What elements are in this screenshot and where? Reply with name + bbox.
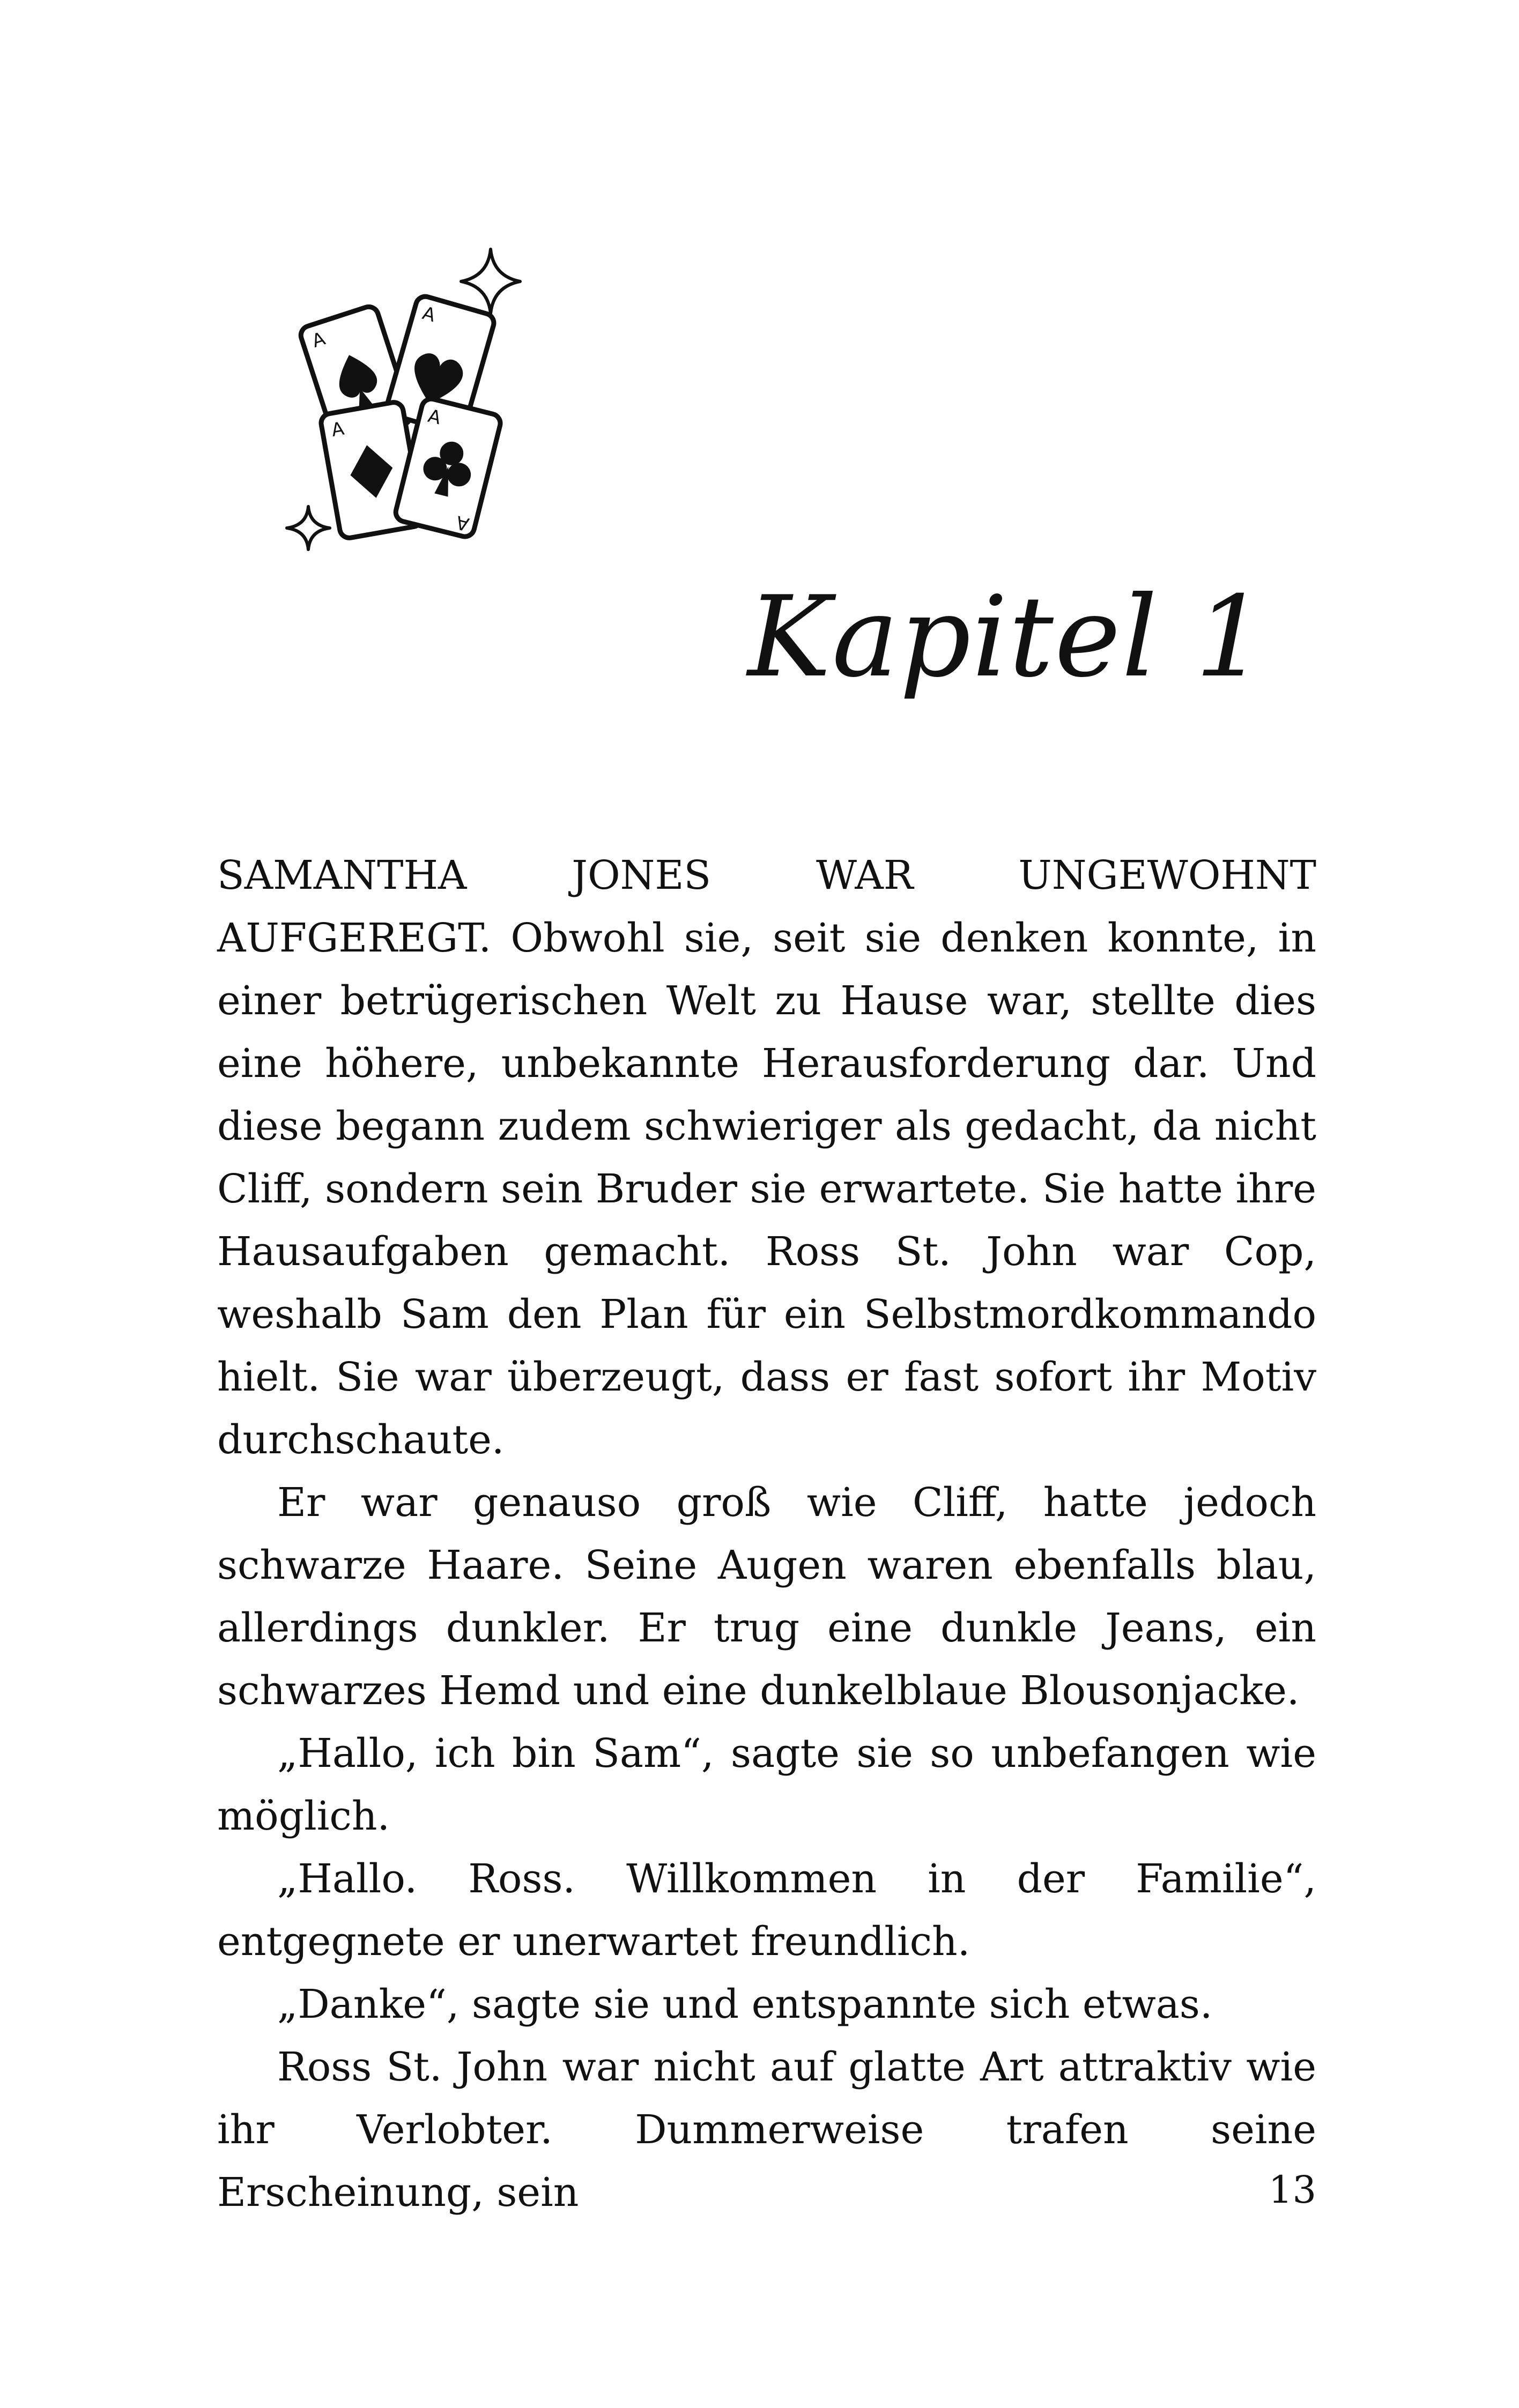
paragraph: „Hallo, ich bin Sam“, sagte sie so unbefangen wie möglich. bbox=[217, 1730, 1316, 1839]
svg-text:A: A bbox=[426, 405, 443, 429]
svg-text:A: A bbox=[420, 302, 438, 327]
page-number: 13 bbox=[1268, 2168, 1316, 2212]
sparkle-icon bbox=[287, 507, 330, 549]
paragraph: Ross St. John war nicht auf glatte Art attraktiv wie ihr Verlobter. Dummerweise trafen seine Erscheinung, sein bbox=[217, 2044, 1316, 2216]
chapter-title: Kapitel 1 bbox=[747, 573, 1267, 702]
sparkle-icon bbox=[461, 249, 520, 314]
paragraph: Er war genauso groß wie Cliff, hatte jedoch schwarze Haare. Seine Augen waren ebenfalls blau, allerdings dunkler. Er trug eine dunkle Jeans, ein schwarzes Hemd und eine dunkelblaue Blousonjacke. bbox=[217, 1480, 1316, 1714]
paragraph: „Hallo. Ross. Willkommen in der Familie“, entgegnete er unerwartet freundlich. bbox=[217, 1856, 1316, 1965]
playing-cards-aces-icon bbox=[279, 244, 536, 566]
svg-text:A: A bbox=[329, 418, 346, 442]
chapter-body bbox=[217, 844, 1316, 2224]
svg-text:A: A bbox=[309, 328, 328, 352]
paragraph: SAMANTHA JONES WAR UNGEWOHNT AUFGEREGT. Obwohl sie, seit sie denken konnte, in einer betrügerischen Welt zu Hause war, stellte dies eine höhere, unbekannte Herausforderung dar. Und diese begann zudem schwieriger als gedacht, da nicht Cliff, sondern sein Bruder sie erwartete. Sie hatte ihre Hausaufgaben gemacht. Ross St. John war Cop, weshalb Sam den Plan für ein Selbstmordkommando hielt. Sie war überzeugt, dass er fast sofort ihr Motiv durchschaute. bbox=[217, 852, 1316, 1463]
svg-text:A: A bbox=[454, 511, 471, 535]
paragraph: „Danke“, sagte sie und entspannte sich etwas. bbox=[277, 1981, 1213, 2027]
